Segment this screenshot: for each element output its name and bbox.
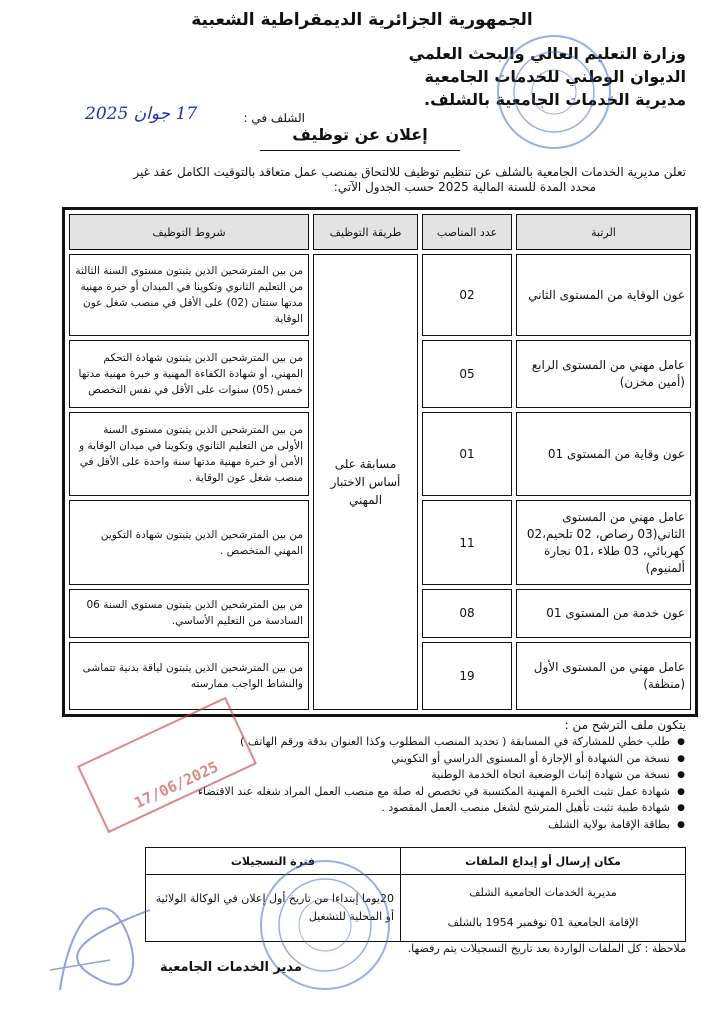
conditions-cell: من بين المترشحين الذين يثبتون شهادة التكوين المهني المتخصص . xyxy=(69,500,309,584)
ministry-name: وزارة التعليم العالي والبحث العلمي xyxy=(408,44,686,63)
table-row xyxy=(69,254,691,336)
list-item: ● شهادة طبية تثبت تأهيل المترشح لشغل منصب العمل المقصود . xyxy=(110,800,670,817)
place-line-2: الإقامة الجامعية 01 نوفمبر 1954 بالشلف xyxy=(447,916,639,929)
intro-paragraph xyxy=(36,165,686,195)
method-cell: مسابقة على أساس الاختبار المهني xyxy=(313,254,418,710)
header-place: مكان إرسال أو إيداع الملفات xyxy=(401,848,686,875)
note: ملاحظة : كل الملفات الواردة بعد تاريخ التسجيلات يتم رفضها. xyxy=(407,942,686,955)
announcement-title: إعلان عن توظيف xyxy=(260,125,460,151)
registration-row xyxy=(146,875,686,942)
conditions-cell: من بين المترشحين الذين يثبتون مستوى السنة 06 السادسة من التعليم الأساسي. xyxy=(69,589,309,638)
republic-heading: الجمهورية الجزائرية الديمقراطية الشعبية xyxy=(191,10,533,30)
office-name: الديوان الوطني للخدمات الجامعية xyxy=(424,67,686,86)
conditions-cell: من بين المترشحين الذين يثبتون مستوى السنة الثالثة من التعليم الثانوي وتكوينا في الميدان أو خبرة مهنية مدتها سنتان (02) على الأقل في منصب شغل عون الوقاية xyxy=(69,254,309,336)
header-count: عدد المناصب xyxy=(422,214,512,250)
intro-line-1: تعلن مديرية الخدمات الجامعية بالشلف عن تنظيم توظيف للالتحاق بمنصب عمل متعاقد بالتوقيت الكامل عقد غير xyxy=(133,165,686,179)
header-conditions: شروط التوظيف xyxy=(69,214,309,250)
place-cell xyxy=(401,875,686,942)
rank-cell: عون الوقاية من المستوى الثاني xyxy=(516,254,691,336)
conditions-cell: من بين المترشحين الذين يثبتون مستوى السنة الأولى من التعليم الثانوي وتكوينا في ميدان الوقاية و الأمن أو خبرة مهنية مدتها سنة واحدة على الأقل في منصب شغل عون الوقاية . xyxy=(69,412,309,496)
count-cell: 11 xyxy=(422,500,512,584)
period-cell: 20يوما إبتداءا من تاريخ أول إعلان في الوكالة الولائية أو المحلية للتشغيل xyxy=(146,875,401,942)
count-cell: 05 xyxy=(422,340,512,408)
registration-table xyxy=(145,847,686,942)
positions-table xyxy=(62,207,698,717)
list-item: ● بطاقة الإقامة بولاية الشلف xyxy=(110,817,670,834)
count-cell: 01 xyxy=(422,412,512,496)
rank-cell: عامل مهني من المستوى الثاني(03 رصاص، 02 تلحيم،02 كهربائي، 03 طلاء ،01 نجارة ألمنيوم) xyxy=(516,500,691,584)
rank-cell: عامل مهني من المستوى الأول (منظفة) xyxy=(516,642,691,710)
list-item: ● نسخة من شهادة إثبات الوضعية اتجاه الخدمة الوطنية xyxy=(110,767,670,784)
list-item: ● طلب خطي للمشاركة في المسابقة ( تحديد المنصب المطلوب وكذا العنوان بدقة ورقم الهاتف ) xyxy=(110,734,670,751)
place-label: الشلف في : xyxy=(243,111,305,125)
registration-header-row xyxy=(146,848,686,875)
header-period: فترة التسجيلات xyxy=(146,848,401,875)
files-title: يتكون ملف الترشح من : xyxy=(564,718,686,732)
conditions-cell: من بين المترشحين الذين يثبتون لياقة بدنية تتماشى والنشاط الواجب ممارسته xyxy=(69,642,309,710)
rank-cell: عامل مهني من المستوى الرابع (أمين مخزن) xyxy=(516,340,691,408)
round-stamp-top xyxy=(494,32,614,152)
header-rank: الرتبة xyxy=(516,214,691,250)
conditions-cell: من بين المترشحين الذين يثبتون شهادة التحكم المهني، أو شهادة الكفاءة المهنية و خبرة مهنية مدتها خمس (05) سنوات على الأقل في نفس التخصص xyxy=(69,340,309,408)
count-cell: 19 xyxy=(422,642,512,710)
intro-line-2: محدد المدة للسنة المالية 2025 حسب الجدول الآتي: xyxy=(333,180,596,194)
table-header-row xyxy=(69,214,691,250)
place-line-1: مديرية الخدمات الجامعية الشلف xyxy=(469,886,617,899)
header-method: طريقة التوظيف xyxy=(313,214,418,250)
red-stamp-date: 17/06/2025 xyxy=(131,757,222,813)
rank-cell: عون خدمة من المستوى 01 xyxy=(516,589,691,638)
signature-scribble xyxy=(40,880,170,1010)
count-cell: 02 xyxy=(422,254,512,336)
list-item: ● شهادة عمل تثبت الخبرة المهنية المكتسبة في تخصص له صلة مع منصب العمل المراد شغله عند الاقتضاء xyxy=(110,784,670,801)
director-title: مدير الخدمات الجامعية xyxy=(160,960,302,975)
handwritten-date: 17 جوان 2025 xyxy=(85,104,198,124)
list-item: ● نسخة من الشهادة أو الإجازة أو المستوى الدراسي أو التكويني xyxy=(110,751,670,768)
rank-cell: عون وقاية من المستوى 01 xyxy=(516,412,691,496)
directorate-name: مديرية الخدمات الجامعية بالشلف. xyxy=(424,90,686,109)
count-cell: 08 xyxy=(422,589,512,638)
